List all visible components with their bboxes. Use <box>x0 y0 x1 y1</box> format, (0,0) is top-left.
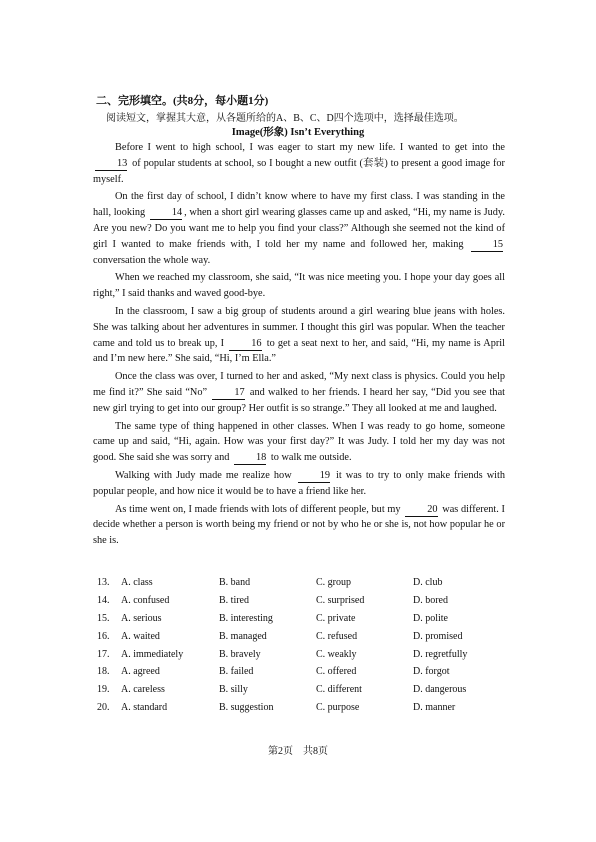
question-number: 14. <box>97 595 110 607</box>
blank-19: 19 <box>298 470 330 483</box>
passage-text: In the classroom, I saw a big group of students around a girl wearing blue jeans with holes. She was talking about her adventures in summer. I thought this girl was popular. When the teacher came and told us to break up, I <box>93 305 505 349</box>
passage-paragraph <box>93 189 505 268</box>
passage-text: conversation the whole way. <box>93 254 211 266</box>
passage-paragraph <box>93 419 505 466</box>
option-b: B. silly <box>219 684 248 696</box>
option-b: B. managed <box>219 630 267 642</box>
passage-text: On the first day of school, I didn’t know where to have my first class. I was standing in the hall, looking <box>93 191 505 219</box>
passage-text: to walk me outside. <box>268 452 352 464</box>
option-d: D. manner <box>413 701 456 713</box>
question-number: 18. <box>97 666 110 678</box>
question-number: 15. <box>97 612 110 624</box>
passage-paragraph <box>93 270 505 302</box>
option-b: B. band <box>219 577 251 589</box>
option-d: D. bored <box>413 595 448 607</box>
passage-text: The same type of thing happened in other classes. When I was ready to go home, someone came up and said, “Hi, again. How was your first day?” It was Judy. I told her my day was not good. She said she was sorry and <box>93 420 505 464</box>
option-b: B. bravely <box>219 648 261 660</box>
option-b: B. interesting <box>219 612 273 624</box>
question-number: 16. <box>97 630 110 642</box>
page-footer: 第2页 共8页 <box>268 746 328 757</box>
blank-17: 17 <box>212 387 244 400</box>
passage <box>93 140 505 551</box>
section-heading: 二、完形填空。(共8分，每小题1分) <box>96 95 269 107</box>
option-a: A. standard <box>121 701 168 713</box>
passage-text: to get a seat next to her, and said, “Hi, my name is April and I’m new here.” She said, “Hi, I’m Ella.” <box>93 337 506 365</box>
blank-18: 18 <box>234 452 266 465</box>
passage-text: Before I went to high school, I was eager to start my new life. I wanted to get into the <box>115 142 505 153</box>
blank-16: 16 <box>229 338 261 351</box>
option-b: B. tired <box>219 595 249 607</box>
question-number: 13. <box>97 577 110 589</box>
option-row <box>97 627 517 645</box>
option-row <box>97 592 517 610</box>
option-row <box>97 663 517 681</box>
option-c: C. surprised <box>316 595 365 607</box>
passage-paragraph <box>93 140 505 187</box>
passage-text: was different. I decide whether a person is worth being my friend or not by who he or she is, not how popular he or she is. <box>93 503 505 547</box>
option-c: C. refused <box>316 630 358 642</box>
option-row <box>97 699 517 717</box>
option-a: A. careless <box>121 684 165 696</box>
option-a: A. immediately <box>121 648 184 660</box>
option-d: D. dangerous <box>413 684 467 696</box>
options-list <box>97 574 517 716</box>
passage-text: Walking with Judy made me realize how <box>115 469 296 481</box>
passage-text: As time went on, I made friends with lots of different people, but my <box>115 503 404 515</box>
option-row <box>97 645 517 663</box>
passage-paragraph <box>93 502 505 549</box>
option-d: D. polite <box>413 612 448 624</box>
option-a: A. waited <box>121 630 160 642</box>
passage-paragraph <box>93 468 505 500</box>
option-a: A. confused <box>121 595 170 607</box>
option-a: A. class <box>121 577 153 589</box>
option-c: C. different <box>316 684 362 696</box>
option-d: D. club <box>413 577 443 589</box>
option-row <box>97 610 517 628</box>
option-b: B. failed <box>219 666 254 678</box>
passage-paragraph <box>93 369 505 416</box>
passage-text: Once the class was over, I turned to her and asked, “My next class is physics. Could you help me find it?” She said “No” <box>93 371 505 398</box>
passage-title: Image(形象) Isn’t Everything <box>231 127 365 138</box>
instructions: 阅读短文，掌握其大意，从各题所给的A、B、C、D四个选项中，选择最佳选项。 <box>106 113 464 124</box>
blank-15: 15 <box>471 239 503 252</box>
option-c: C. offered <box>316 666 357 678</box>
passage-text: of popular students at school, so I bought a new outfit (套装) to present a good image for myself. <box>93 157 505 185</box>
option-d: D. regretfully <box>413 648 468 660</box>
option-row <box>97 574 517 592</box>
option-c: C. purpose <box>316 701 360 713</box>
option-row <box>97 681 517 699</box>
question-number: 20. <box>97 701 110 713</box>
question-number: 17. <box>97 648 110 660</box>
passage-paragraph <box>93 304 505 367</box>
option-c: C. private <box>316 612 356 624</box>
passage-text: it was to try to only make friends with popular people, and how nice it would be to have a friend like her. <box>93 469 505 497</box>
option-c: C. group <box>316 577 351 589</box>
option-d: D. forgot <box>413 666 450 678</box>
option-d: D. promised <box>413 630 463 642</box>
option-c: C. weakly <box>316 648 357 660</box>
blank-13: 13 <box>95 158 127 171</box>
option-a: A. serious <box>121 612 162 624</box>
passage-text: and walked to her friends. I heard her say, “Did you see that new girl trying to get into our group? Her outfit is so strange.” They all looked at me and laughed. <box>93 386 506 414</box>
blank-14: 14 <box>150 207 182 220</box>
passage-text: When we reached my classroom, she said, “It was nice meeting you. I hope your day goes all right,” I said thanks and waved good-bye. <box>93 272 505 300</box>
blank-20: 20 <box>405 504 437 517</box>
passage-text: , when a short girl wearing glasses came up and asked, “Hi, my name is Judy. Are you new? Do you want me to help you find your class?” Although she seemed not the kind of girl I wanted to make friends with, I told her my name and followed her, making <box>93 207 505 250</box>
question-number: 19. <box>97 684 110 696</box>
option-b: B. suggestion <box>219 701 274 713</box>
option-a: A. agreed <box>121 666 160 678</box>
